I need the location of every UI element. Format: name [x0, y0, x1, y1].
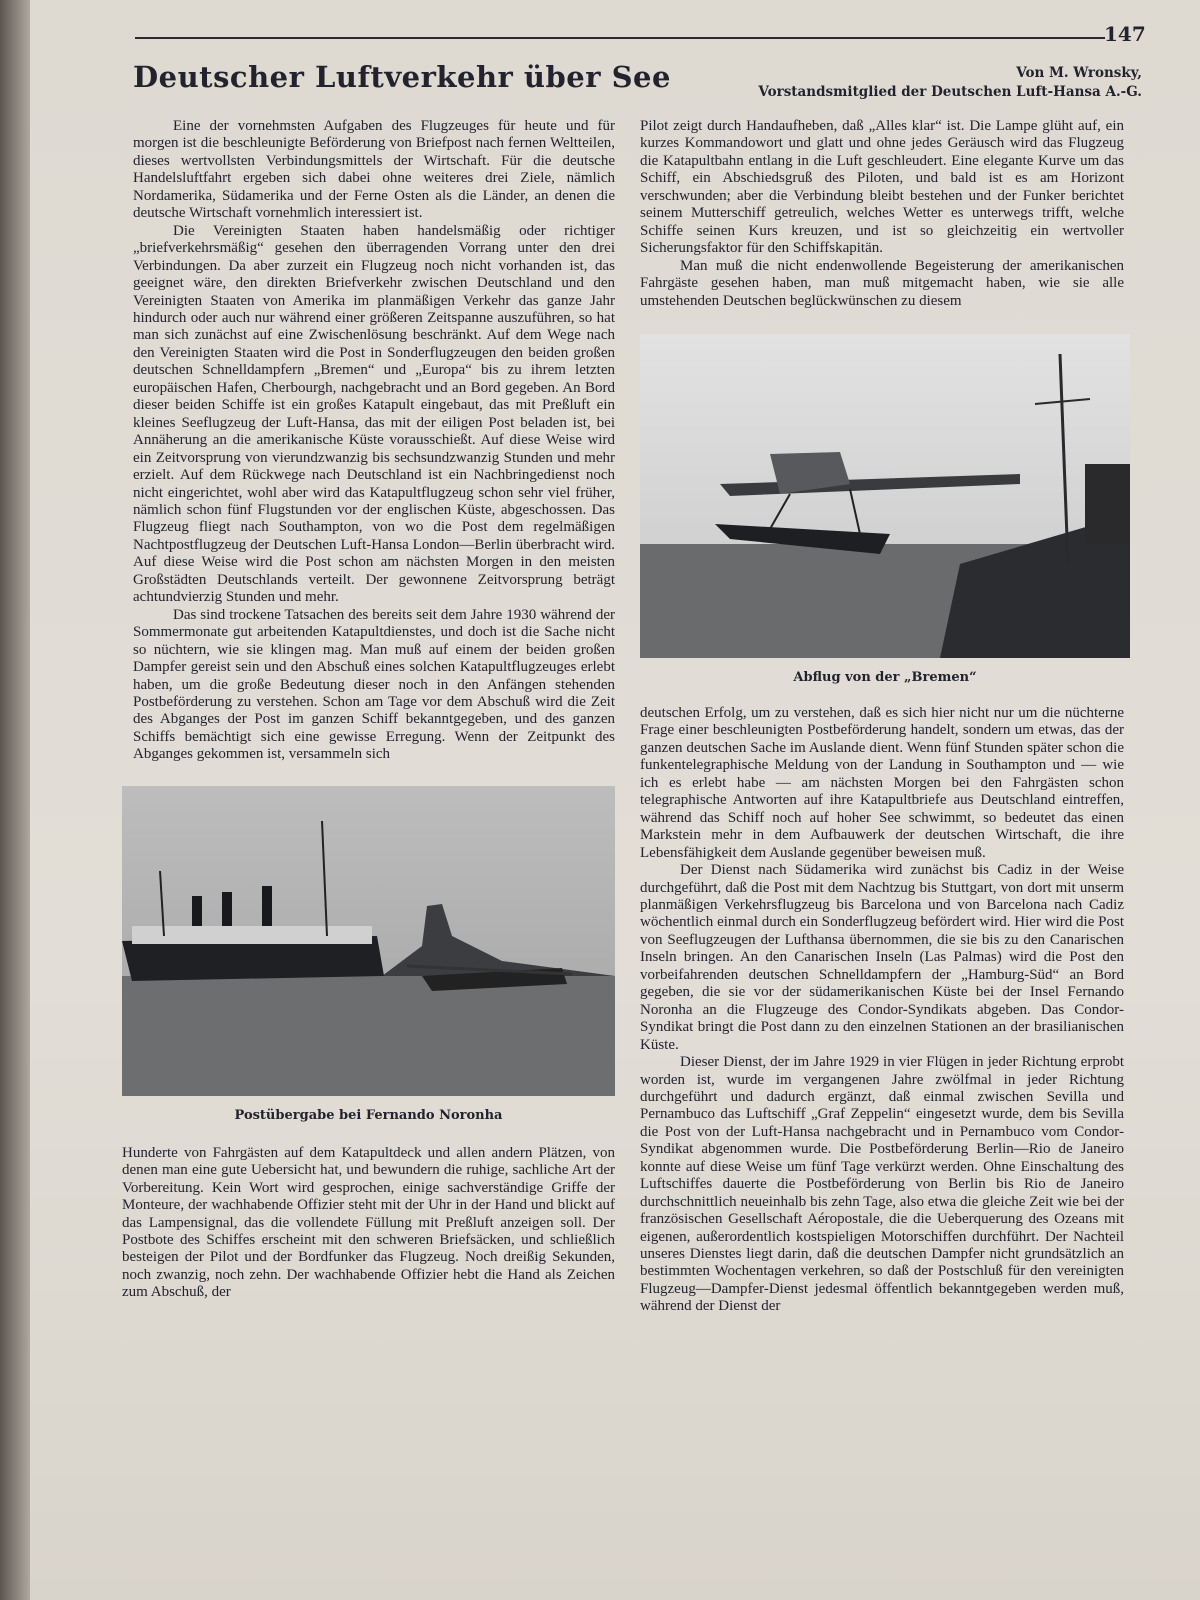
article-title: Deutscher Luftverkehr über See [133, 60, 671, 94]
left-column-continuation [122, 1145, 615, 1302]
paragraph: deutschen Erfolg, um zu verstehen, daß es sich hier nicht nur um die nüchterne Frage einer beschleunigten Postbeförderung handelt, sondern um etwas, das der ganzen deutschen Sache im Auslande dient. Wenn fünf Stunden später schon die funkentelegraphische Meldung von der Landung in Southampton und — wie ich es erlebt habe — am nächsten Morgen bei den Fahrgästen schon telegraphische Antworten auf ihre Katapultbriefe aus Deutschland eintreffen, während das Schiff noch auf hoher See schwimmt, so bedeutet das einen Markstein mehr in dem Aufbauwerk der deutschen Wirtschaft, die ihre Lebensfähigkeit dem Auslande gegenüber beweisen muß. [640, 704, 1124, 861]
ship-and-seaplane-image [122, 786, 615, 1096]
page-number: 147 [1104, 22, 1146, 46]
photo-caption-left: Postübergabe bei Fernando Noronha [234, 1107, 503, 1123]
paragraph: Das sind trockene Tatsachen des bereits seit dem Jahre 1930 während der Sommermonate gut arbeitenden Katapultdienstes, und doch ist die Sache nicht so nüchtern, wie sie klingen mag. Man muß auf einem der beiden großen Dampfer gereist sein und den Abschuß eines solchen Katapultflugzeuges erlebt haben, um die große Bedeutung dieser noch in den Anfängen stehenden Postbeförderung zu verstehen. Schon am Tage vor dem Abschuß wird die Zeit des Abganges der Post im ganzen Schiff bekanntgegeben, und des ganzen Schiffs bemächtigt sich eine gewisse Erregung. Wenn der Zeitpunkt des Abganges gekommen ist, versammeln sich [133, 606, 615, 763]
paragraph: Die Vereinigten Staaten haben handelsmäßig oder richtiger „briefverkehrsmäßig“ gesehen den überragenden Vorrang unter den drei Verbindungen. Da aber zurzeit ein Flugzeug noch nicht vorhanden ist, das geeignet wäre, den direkten Briefverkehr zwischen Deutschland und den Vereinigten Staaten von Amerika im planmäßigen Verkehr das ganze Jahr hindurch oder auch nur während einer größeren Zeitspanne auszuführen, so hat man sich zunächst auf eine Zwischenlösung beschränkt. Auf dem Wege nach den Vereinigten Staaten wird die Post in Sonderflugzeugen den beiden großen deutschen Schnelldampfern „Bremen“ und „Europa“ bis zu ihrem letzten europäischen Hafen, Cherbourgh, nachgebracht und an Bord gegeben. An Bord dieser beiden Schiffe ist ein großes Katapult eingebaut, das mit Preßluft ein kleines Seeflugzeug der Luft-Hansa, das mit der eiligen Post beladen ist, bei Annäherung an die amerikanische Küste vorausschießt. Auf diese Weise wird ein Zeitvorsprung von vierundzwanzig bis sechsundzwanzig Stunden und mehr erzielt. Auf dem Rückwege nach Deutschland ist ein Nachbringedienst noch nicht eingerichtet, wohl aber wird das Katapultflugzeug schon sehr viel früher, nämlich schon fünf Flugstunden vor der englischen Küste, abgeschossen. Das Flugzeug fliegt nach Southampton, von wo die Post dem regelmäßigen Nachtpostflugzeug der Deutschen Luft-Hansa London—Berlin überbracht wird. Auf diese Weise wird die Post schon am nächsten Morgen in den meisten Großstädten Deutschlands verteilt. Der gewonnene Zeitvorsprung beträgt achtundvierzig Stunden und mehr. [133, 222, 615, 606]
paragraph: Man muß die nicht endenwollende Begeisterung der amerikanischen Fahrgäste gesehen haben, man muß mitgemacht haben, wie sie alle umstehenden Deutschen beglückwünschen zu diesem [640, 257, 1124, 309]
right-column-text [640, 118, 1124, 310]
right-column-continuation [640, 705, 1124, 1316]
right-column [640, 118, 1130, 1316]
author-byline [758, 64, 1142, 102]
header-rule [135, 37, 1105, 39]
left-column [122, 118, 615, 1302]
photo-ship-seaplane-noronha [122, 786, 615, 1096]
author-name: Von M. Wronsky, [1016, 65, 1142, 81]
paragraph: Eine der vornehmsten Aufgaben des Flugzeuges für heute und für morgen ist die beschleunigte Beförderung von Briefpost nach fernen Weltteilen, dieses wertvollsten Verbindungsmittels der Wirtschaft. Für die deutsche Handelsluftfahrt ergeben sich dabei ohne weiteres drei Ziele, nämlich Nordamerika, Südamerika und der Ferne Osten als die Länder, an denen die deutsche Wirtschaft vornehmlich interessiert ist. [133, 118, 615, 222]
seaplane-launch-image [640, 334, 1130, 658]
left-column-text [122, 118, 615, 764]
photo-catapult-launch-bremen [640, 334, 1130, 658]
paragraph: Dieser Dienst, der im Jahre 1929 in vier Flügen in jeder Richtung erprobt worden ist, wurde im vergangenen Jahre zwölfmal in jeder Richtung durchgeführt und dadurch ergänzt, daß einmal zwischen Sevilla und Pernambuco das Luftschiff „Graf Zeppelin“ eingesetzt wurde, dem bis Sevilla die Post von der Luft-Hansa nachgebracht und in Pernambuco vom Condor-Syndikat abgenommen wurde. Die Postbeförderung Berlin—Rio de Janeiro konnte auf diese Weise um fünf Tage verkürzt werden. Ohne Einschaltung des Luftschiffes dauerte die Postbeförderung von Berlin bis Rio de Janeiro durchschnittlich neueinhalb bis zehn Tage, also etwa die gleiche Zeit wie bei der französischen Gesellschaft Aéropostale, die die Ueberquerung des Ozeans mit eigenen, außerordentlich kostspieligen Motorschiffen durchführt. Der Nachteil unseres Dienstes liegt darin, daß die deutschen Dampfer nicht grundsätzlich an bestimmten Wochentagen verkehren, so daß der Postschluß für den vereinigten Flugzeug—Dampfer-Dienst jedesmal öffentlich bekanntgegeben werden muß, während der Dienst der [640, 1054, 1124, 1315]
paragraph: Der Dienst nach Südamerika wird zunächst bis Cadiz in der Weise durchgeführt, daß die Post mit dem Nachtzug bis Stuttgart, von dort mit unserm planmäßigen Verkehrsflugzeug bis Barcelona und von Barcelona nach Cadiz wöchentlich einmal durch ein Sonderflugzeug befördert wird. Hier wird die Post von Seeflugzeugen der Lufthansa übernommen, die sie bis zu den Canarischen Inseln bringen. An den Canarischen Inseln (Las Palmas) wird die Post den vorbeifahrenden deutschen Schnelldampfern der „Hamburg-Süd“ an Bord gegeben, die sie vor der südamerikanischen Küste bei der Insel Fernando Noronha an die Flugzeuge des Condor-Syndikats abgeben. Das Condor-Syndikat bringt die Post dann zu den einzelnen Stationen an der brasilianischen Küste. [640, 862, 1124, 1053]
photo-caption-right: Abflug von der „Bremen“ [793, 669, 977, 685]
paragraph: Pilot zeigt durch Handaufheben, daß „Alles klar“ ist. Die Lampe glüht auf, ein kurzes Kommandowort und glatt und ohne jedes Geräusch wird das Flugzeug die Katapultbahn entlang in die Luft geschleudert. Eine elegante Kurve um das Schiff, ein Abschiedsgruß des Piloten, und bald ist es am Horizont verschwunden; aber die Verbindung bleibt bestehen und der Funker berichtet seinem Mutterschiff getreulich, welches Wetter es unterwegs trifft, welche Schiffe seinen Kurs kreuzen, und ist so gleichzeitig ein wertvoller Sicherungsfaktor für den Schiffskapitän. [640, 118, 1124, 257]
author-role: Vorstandsmitglied der Deutschen Luft-Hansa A.-G. [758, 84, 1142, 100]
paragraph: Hunderte von Fahrgästen auf dem Katapultdeck und allen andern Plätzen, von denen man eine gute Uebersicht hat, und bewundern die ruhige, sachliche Art der Vorbereitung. Kein Wort wird gesprochen, einige sachverständige Griffe der Monteure, der wachhabende Offizier steht mit der Uhr in der Hand und blickt auf das Lampensignal, das die vollendete Füllung mit Preßluft anzeigen soll. Der Postbote des Schiffes erscheint mit den schweren Briefsäcken, und schließlich besteigen der Pilot und der Bordfunker das Flugzeug. Noch dreißig Sekunden, noch zwanzig, noch zehn. Der wachhabende Offizier hebt die Hand als Zeichen zum Abschuß, der [122, 1144, 615, 1301]
